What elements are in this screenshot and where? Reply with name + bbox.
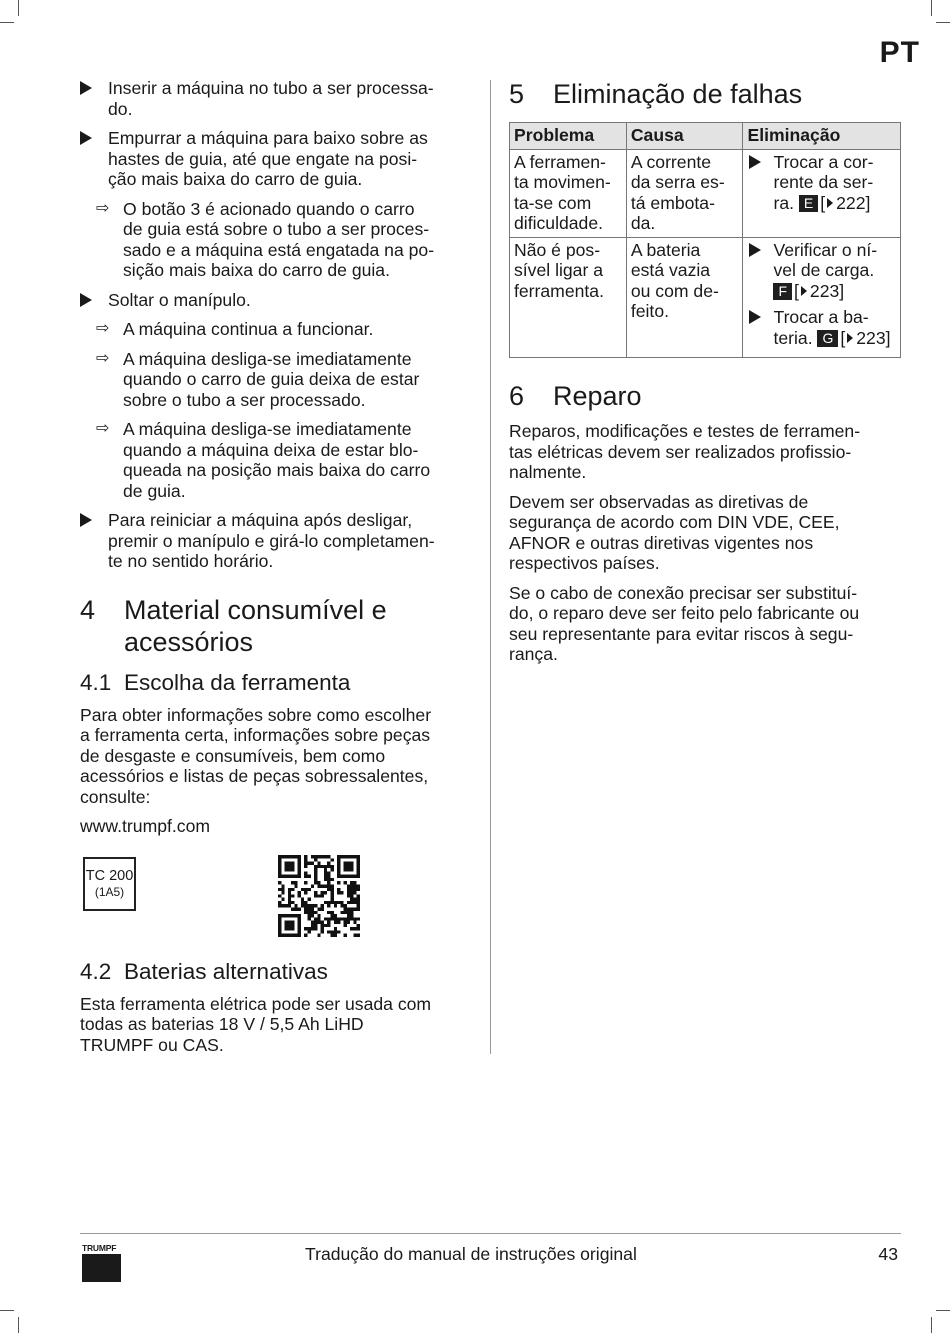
reference-arrow-icon: [847, 333, 853, 343]
page-reference: 223]: [856, 327, 891, 348]
step-text: A máquina desliga-se imediatamente quando o carro de guia deixa de estar sobre o tubo a ser processado.: [123, 348, 420, 410]
triangle-bullet-icon: [749, 310, 761, 324]
figure-badge: G: [817, 330, 838, 347]
footer-divider: [80, 1233, 901, 1234]
footer-title: Tradução do manual de instruções original: [305, 1244, 637, 1264]
remedy-text: Trocar a cor- rente da ser- ra.: [773, 151, 874, 213]
section-title: Material consumível e acessórios: [124, 594, 387, 657]
page-reference-link[interactable]: [ 222]: [820, 192, 871, 213]
remedy-text: Verificar o ní- vel de carga.: [773, 239, 878, 280]
language-code: PT: [879, 36, 920, 69]
tool-reference: [80, 855, 472, 945]
table-cell-cause: A bateria está vazia ou com de- feito.: [626, 237, 743, 358]
crop-mark: [0, 1310, 14, 1311]
paragraph: Reparos, modificações e testes de ferramen- tas elétricas devem ser realizados profissio- nalmente.: [509, 421, 861, 482]
section-heading-4: [80, 594, 472, 658]
remedy-step: [747, 152, 896, 214]
column-header: Eliminação: [743, 123, 901, 150]
crop-mark: [0, 22, 14, 23]
crop-mark: [18, 0, 19, 16]
step-text: A máquina continua a funcionar.: [123, 319, 374, 339]
trumpf-logo: [82, 1243, 122, 1282]
crop-mark: [931, 0, 932, 16]
result-arrow-icon: ⇨: [96, 420, 110, 437]
table-cell-problem: A ferramen- ta movimen- ta-se com dificuldade.: [510, 149, 627, 237]
paragraph: Esta ferramenta elétrica pode ser usada com todas as baterias 18 V / 5,5 Ah LiHD TRUMPF ou CAS.: [80, 993, 432, 1055]
page-reference-link[interactable]: [ 223]: [840, 327, 891, 348]
table-row: [510, 149, 901, 237]
instruction-step: [80, 290, 472, 311]
instruction-step: [80, 128, 472, 190]
remedy-text: Trocar a ba- teria.: [773, 307, 869, 348]
section-title: Escolha da ferramenta: [124, 669, 351, 695]
repair-paragraphs: [509, 421, 901, 665]
result-arrow-icon: ⇨: [96, 199, 110, 217]
section-heading-5: [509, 78, 901, 110]
table-cell-cause: A corrente da serra es- tá embota- da.: [626, 149, 743, 237]
section-heading-4-2: [80, 959, 472, 985]
column-header: Causa: [626, 123, 743, 150]
step-text: Empurrar a máquina para baixo sobre as hastes de guia, até que engate na posi- ção mais baixa do carro de guia.: [108, 128, 428, 189]
instruction-result: [80, 199, 472, 281]
table-row: [510, 237, 901, 358]
website-link[interactable]: www.trumpf.com: [80, 816, 211, 836]
section-number: 4.2: [80, 958, 112, 984]
section-title: Eliminação de falhas: [553, 79, 803, 109]
step-text: Inserir a máquina no tubo a ser processa- do.: [108, 78, 434, 119]
step-text: Soltar o manípulo.: [108, 289, 251, 310]
reference-arrow-icon: [827, 198, 833, 208]
step-text: O botão 3 é acionado quando o carro de guia está sobre o tubo a ser proces- sado e a máquina está engatada na po- sição mais baixa do carro de guia.: [123, 198, 435, 280]
result-arrow-icon: ⇨: [96, 320, 110, 337]
step-text: A máquina desliga-se imediatamente quando a máquina deixa de estar blo- queada na posição mais baixa do carro de guia.: [123, 419, 431, 501]
instruction-step: [80, 78, 472, 119]
instruction-result: [80, 349, 472, 411]
left-column: [80, 78, 472, 1064]
page-reference: 222]: [836, 192, 871, 213]
instruction-result: [80, 419, 472, 501]
crop-mark: [936, 1310, 950, 1311]
logo-block: [82, 1254, 121, 1282]
section-number: 4: [80, 594, 96, 625]
section-title: Baterias alternativas: [124, 958, 328, 984]
table-cell-remedy: [743, 149, 901, 237]
result-arrow-icon: ⇨: [96, 349, 110, 367]
figure-badge: E: [799, 195, 818, 212]
triangle-bullet-icon: [80, 81, 92, 95]
right-column: [509, 78, 901, 674]
tool-label-box: [83, 857, 136, 911]
instruction-result: [80, 319, 472, 340]
remedy-step: [747, 307, 896, 348]
step-text: Para reiniciar a máquina após desligar, premir o manípulo e girá-lo completamen- te no sentido horário.: [108, 510, 435, 571]
table-header-row: [510, 123, 901, 150]
table-cell-remedy: [743, 237, 901, 358]
qr-code-icon[interactable]: [278, 855, 360, 937]
triangle-bullet-icon: [749, 155, 761, 169]
section-number: 5: [509, 79, 525, 109]
remedy-step: [747, 240, 896, 302]
page-reference-link[interactable]: [ 223]: [794, 280, 845, 301]
triangle-bullet-icon: [80, 513, 92, 527]
section-title: Reparo: [553, 381, 642, 411]
page-number: 43: [878, 1244, 898, 1264]
section-number: 4.1: [80, 669, 112, 695]
crop-mark: [18, 1317, 19, 1333]
instruction-step: [80, 510, 472, 572]
instruction-steps: [80, 78, 472, 572]
triangle-bullet-icon: [80, 131, 92, 145]
tool-label: TC 200: [85, 867, 134, 884]
column-header: Problema: [510, 123, 627, 150]
crop-mark: [931, 1317, 932, 1333]
paragraph: Devem ser observadas as diretivas de segurança de acordo com DIN VDE, CEE, AFNOR e outras diretivas vigentes nos respectivos países.: [509, 491, 840, 573]
figure-badge: F: [773, 283, 792, 300]
column-divider: [490, 80, 491, 1054]
section-number: 6: [509, 381, 525, 411]
table-cell-problem: Não é pos- sível ligar a ferramenta.: [510, 237, 627, 358]
troubleshooting-table: [509, 122, 901, 358]
page-reference: 223]: [809, 280, 845, 301]
triangle-bullet-icon: [749, 243, 761, 257]
paragraph: Se o cabo de conexão precisar ser substituí- do, o reparo deve ser feito pelo fabricante ou seu representante para evitar riscos à segu- rança.: [509, 582, 860, 664]
reference-arrow-icon: [801, 286, 807, 296]
crop-mark: [936, 22, 950, 23]
section-heading-6: [509, 380, 901, 412]
section-heading-4-1: [80, 670, 472, 696]
paragraph: Para obter informações sobre como escolher a ferramenta certa, informações sobre peças de desgaste e consumíveis, bem como acessórios e listas de peças sobressalentes, consulte:: [80, 704, 432, 807]
tool-code: (1A5): [94, 884, 125, 899]
logo-wordmark: TRUMPF: [82, 1243, 117, 1253]
triangle-bullet-icon: [80, 293, 92, 307]
